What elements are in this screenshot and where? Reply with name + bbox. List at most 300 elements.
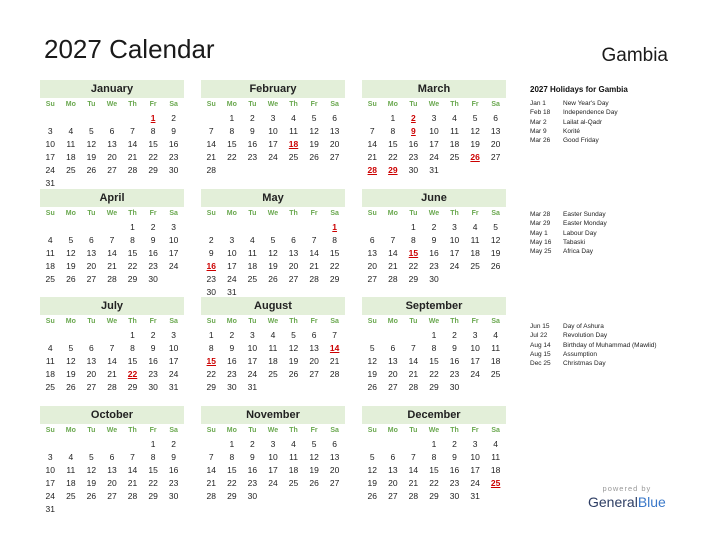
day-cell: 10 [268, 126, 278, 136]
holiday-date: May 1 [530, 229, 548, 237]
weekday-label: Mo [65, 101, 76, 108]
weekday-label: Tu [87, 427, 96, 434]
month-grid [40, 424, 184, 516]
day-cell: 13 [367, 248, 378, 258]
weekday-label: Fr [471, 210, 479, 217]
day-cell: 29 [206, 382, 217, 392]
holiday-date: Feb 18 [530, 109, 551, 117]
month-may [201, 189, 345, 299]
day-cell: 4 [68, 452, 74, 462]
month-september [362, 297, 506, 394]
empty-cell [102, 112, 123, 125]
day-cell: 13 [309, 343, 319, 353]
day-cell: 31 [168, 382, 179, 392]
month-grid [201, 424, 345, 503]
month-header: November [201, 406, 345, 424]
day-cell: 11 [247, 248, 257, 258]
day-cell: 12 [66, 356, 76, 366]
weekday-label: We [428, 101, 440, 108]
day-cell: 1 [130, 222, 135, 232]
day-cell: 27 [107, 165, 117, 175]
day-cell: 17 [168, 356, 179, 366]
day-cell: 2 [452, 439, 457, 449]
day-cell: 26 [66, 382, 76, 392]
day-cell: 11 [268, 343, 278, 353]
holiday-name: New Year's Day [563, 100, 609, 107]
day-cell: 29 [408, 274, 419, 284]
day-cell: 25 [66, 491, 76, 501]
day-cell: 1 [229, 439, 235, 449]
day-cell: 24 [168, 369, 179, 379]
day-cell: 7 [390, 235, 396, 245]
month-header: August [201, 297, 345, 315]
day-cell: 2 [229, 330, 235, 340]
day-cell: 30 [168, 165, 179, 175]
weekday-label: Th [450, 101, 459, 108]
day-cell: 16 [168, 139, 179, 149]
day-cell: 12 [309, 452, 319, 462]
day-cell: 26 [309, 152, 319, 162]
day-cell: 10 [449, 235, 460, 245]
day-cell: 9 [171, 126, 177, 136]
day-cell: 9 [452, 452, 457, 462]
day-cell: 20 [86, 369, 97, 379]
holiday-date: Mar 9 [530, 127, 547, 135]
day-cell: 30 [408, 165, 419, 175]
weekday-label: Fr [471, 318, 479, 325]
holiday-day-cell: 1 [150, 113, 156, 123]
day-cell: 15 [148, 465, 158, 475]
day-cell: 20 [309, 356, 319, 366]
day-cell: 16 [168, 465, 179, 475]
weekday-label: Sa [169, 101, 178, 108]
weekday-label: Fr [310, 101, 318, 108]
month-grid [40, 98, 184, 190]
day-cell: 14 [107, 248, 117, 258]
day-cell: 18 [66, 152, 76, 162]
day-cell: 16 [408, 139, 419, 149]
weekday-label: Tu [409, 427, 418, 434]
weekday-label: Su [45, 427, 55, 434]
day-cell: 17 [268, 139, 278, 149]
day-cell: 14 [388, 248, 398, 258]
day-cell: 2 [250, 113, 255, 123]
day-cell: 23 [227, 369, 237, 379]
day-cell: 19 [309, 465, 319, 475]
day-cell: 15 [227, 139, 237, 149]
day-cell: 11 [45, 248, 55, 258]
day-cell: 5 [68, 235, 74, 245]
day-cell: 7 [130, 452, 135, 462]
day-cell: 22 [227, 152, 237, 162]
day-cell: 4 [47, 343, 53, 353]
month-grid [40, 207, 184, 286]
holiday-date: Dec 25 [530, 360, 551, 368]
day-cell: 8 [229, 126, 235, 136]
weekday-label: Su [45, 318, 55, 325]
holiday-day-cell: 1 [332, 222, 338, 232]
weekday-label: Sa [491, 427, 500, 434]
month-header: June [362, 189, 506, 207]
weekday-label: Th [450, 427, 459, 434]
day-cell: 12 [268, 248, 278, 258]
day-cell: 19 [367, 369, 378, 379]
day-cell: 3 [270, 439, 276, 449]
day-cell: 13 [329, 126, 340, 136]
day-cell: 14 [367, 139, 378, 149]
holiday-name: Easter Monday [563, 220, 607, 228]
weekday-label: Mo [226, 318, 237, 325]
holiday-name: Assumption [563, 350, 597, 358]
day-cell: 6 [89, 343, 94, 353]
empty-cell [102, 221, 123, 234]
day-cell: 28 [408, 491, 419, 501]
day-cell: 5 [89, 126, 94, 136]
month-header: February [201, 80, 345, 98]
empty-cell [201, 112, 222, 125]
day-cell: 12 [367, 356, 378, 366]
day-cell: 19 [309, 139, 319, 149]
day-cell: 8 [390, 126, 396, 136]
day-cell: 19 [86, 152, 97, 162]
day-cell: 2 [150, 330, 156, 340]
weekday-label: Fr [149, 318, 157, 325]
day-cell: 30 [449, 491, 460, 501]
day-cell: 24 [470, 369, 480, 379]
day-cell: 18 [470, 248, 480, 258]
holiday-date: May 25 [530, 248, 552, 256]
day-cell: 21 [206, 152, 217, 162]
holiday-row [530, 322, 657, 331]
weekday-label: Tu [87, 210, 96, 217]
day-cell: 12 [470, 126, 480, 136]
day-cell: 28 [329, 369, 340, 379]
empty-cell [81, 438, 102, 451]
day-cell: 17 [470, 356, 480, 366]
day-cell: 27 [86, 382, 97, 392]
day-cell: 20 [388, 478, 398, 488]
day-cell: 25 [490, 369, 501, 379]
weekday-label: Th [289, 427, 298, 434]
day-cell: 3 [47, 452, 53, 462]
day-cell: 8 [332, 235, 338, 245]
day-cell: 2 [431, 222, 437, 232]
empty-cell [61, 112, 82, 125]
weekday-label: Sa [330, 427, 339, 434]
day-cell: 22 [148, 478, 158, 488]
month-header: January [40, 80, 184, 98]
day-cell: 13 [490, 126, 501, 136]
day-cell: 21 [127, 478, 138, 488]
day-cell: 19 [470, 139, 480, 149]
weekday-label: Su [367, 427, 377, 434]
day-cell: 11 [450, 126, 459, 136]
holiday-name: Tabaski [563, 238, 586, 246]
day-cell: 1 [411, 222, 416, 232]
day-cell: 13 [86, 356, 97, 366]
day-cell: 4 [270, 330, 276, 340]
holiday-day-cell: 14 [329, 343, 340, 353]
holiday-day-cell: 15 [408, 248, 419, 258]
day-cell: 23 [168, 478, 179, 488]
day-cell: 26 [86, 491, 97, 501]
day-cell: 23 [429, 261, 439, 271]
day-cell: 22 [227, 478, 237, 488]
day-cell: 1 [431, 330, 437, 340]
day-cell: 21 [408, 369, 419, 379]
day-cell: 24 [268, 152, 278, 162]
holiday-row [530, 136, 618, 145]
month-header: December [362, 406, 506, 424]
day-cell: 2 [150, 222, 156, 232]
brand-logo [588, 484, 666, 510]
day-cell: 20 [367, 261, 378, 271]
day-cell: 5 [493, 222, 499, 232]
empty-cell [102, 329, 123, 342]
holiday-name: Africa Day [563, 248, 593, 256]
day-cell: 13 [329, 452, 340, 462]
day-cell: 27 [490, 152, 501, 162]
empty-cell [122, 112, 143, 125]
holiday-row [530, 341, 657, 350]
weekday-label: Sa [491, 101, 500, 108]
day-cell: 25 [288, 478, 299, 488]
day-cell: 21 [388, 261, 398, 271]
day-cell: 8 [431, 343, 437, 353]
day-cell: 31 [247, 382, 258, 392]
month-november [201, 406, 345, 503]
holiday-name: Christmas Day [563, 360, 606, 368]
day-cell: 19 [86, 478, 97, 488]
weekday-label: Tu [409, 210, 418, 217]
month-august [201, 297, 345, 394]
day-cell: 23 [206, 274, 217, 284]
day-cell: 8 [208, 343, 214, 353]
empty-cell [383, 329, 404, 342]
weekday-label: Th [128, 210, 137, 217]
day-cell: 6 [291, 235, 296, 245]
day-cell: 18 [490, 465, 501, 475]
day-cell: 22 [206, 369, 217, 379]
month-header: July [40, 297, 184, 315]
weekday-label: Fr [149, 101, 157, 108]
day-cell: 9 [452, 343, 457, 353]
weekday-label: Su [367, 101, 377, 108]
weekday-label: Th [289, 101, 298, 108]
month-grid [362, 315, 506, 394]
holiday-name: Good Friday [563, 137, 599, 145]
weekday-label: Th [450, 318, 459, 325]
day-cell: 30 [429, 274, 439, 284]
day-cell: 31 [45, 178, 56, 188]
month-october [40, 406, 184, 516]
month-grid [362, 424, 506, 503]
day-cell: 28 [206, 165, 217, 175]
holiday-row [530, 350, 657, 359]
day-cell: 6 [109, 126, 115, 136]
day-cell: 5 [472, 113, 478, 123]
day-cell: 17 [429, 139, 439, 149]
day-cell: 15 [429, 356, 439, 366]
country-label: Gambia [601, 45, 668, 66]
brand-name [588, 494, 666, 510]
weekday-label: Su [367, 318, 377, 325]
month-grid [362, 207, 506, 286]
day-cell: 3 [47, 126, 53, 136]
day-cell: 2 [171, 113, 177, 123]
empty-cell [283, 221, 304, 234]
empty-cell [40, 221, 61, 234]
day-cell: 5 [311, 113, 317, 123]
weekday-label: We [267, 101, 279, 108]
weekday-label: Su [206, 318, 216, 325]
day-cell: 16 [449, 356, 460, 366]
day-cell: 24 [45, 491, 56, 501]
day-cell: 14 [127, 465, 138, 475]
day-cell: 25 [470, 261, 480, 271]
month-march [362, 80, 506, 177]
weekday-label: Fr [471, 427, 479, 434]
day-cell: 21 [107, 369, 117, 379]
day-cell: 12 [86, 139, 97, 149]
day-cell: 4 [472, 222, 478, 232]
weekday-label: Tu [248, 318, 257, 325]
holiday-row [530, 238, 607, 247]
weekday-label: Th [450, 210, 459, 217]
empty-cell [81, 112, 102, 125]
day-cell: 13 [388, 465, 398, 475]
empty-cell [362, 112, 383, 125]
day-cell: 28 [127, 165, 138, 175]
day-cell: 23 [247, 478, 258, 488]
day-cell: 18 [288, 465, 299, 475]
day-cell: 17 [470, 465, 480, 475]
day-cell: 7 [332, 330, 338, 340]
day-cell: 28 [388, 274, 398, 284]
holiday-row [530, 331, 657, 340]
holiday-day-cell: 18 [288, 139, 299, 149]
day-cell: 17 [449, 248, 460, 258]
holiday-date: Mar 2 [530, 118, 547, 126]
holiday-date: Mar 26 [530, 137, 551, 145]
day-cell: 15 [127, 356, 138, 366]
day-cell: 24 [429, 152, 439, 162]
day-cell: 17 [268, 465, 278, 475]
day-cell: 22 [329, 261, 340, 271]
day-cell: 19 [288, 356, 299, 366]
day-cell: 21 [329, 356, 340, 366]
weekday-label: We [267, 210, 279, 217]
day-cell: 10 [247, 343, 258, 353]
day-cell: 24 [449, 261, 460, 271]
day-cell: 8 [130, 235, 135, 245]
holiday-date: Aug 14 [530, 341, 551, 349]
weekday-label: We [106, 101, 118, 108]
day-cell: 25 [449, 152, 460, 162]
day-cell: 20 [329, 465, 340, 475]
day-cell: 20 [288, 261, 299, 271]
day-cell: 29 [227, 491, 237, 501]
holidays-title: 2027 Holidays for Gambia [530, 85, 628, 94]
day-cell: 5 [291, 330, 296, 340]
day-cell: 6 [332, 439, 338, 449]
day-cell: 19 [66, 369, 76, 379]
day-cell: 12 [66, 248, 76, 258]
day-cell: 16 [247, 139, 258, 149]
day-cell: 13 [288, 248, 299, 258]
day-cell: 6 [390, 343, 396, 353]
day-cell: 30 [206, 287, 217, 297]
day-cell: 30 [148, 274, 158, 284]
month-january [40, 80, 184, 190]
weekday-label: Mo [387, 210, 398, 217]
empty-cell [362, 438, 383, 451]
day-cell: 27 [388, 491, 398, 501]
day-cell: 28 [309, 274, 319, 284]
day-cell: 19 [268, 261, 278, 271]
day-cell: 14 [107, 356, 117, 366]
weekday-label: Tu [248, 101, 257, 108]
day-cell: 5 [270, 235, 276, 245]
weekday-label: Tu [87, 318, 96, 325]
day-cell: 17 [168, 248, 179, 258]
day-cell: 16 [429, 248, 439, 258]
day-cell: 19 [490, 248, 501, 258]
empty-cell [304, 221, 325, 234]
day-cell: 12 [490, 235, 501, 245]
day-cell: 7 [109, 343, 115, 353]
weekday-label: Th [128, 101, 137, 108]
weekday-label: We [428, 318, 440, 325]
day-cell: 12 [86, 465, 97, 475]
month-february [201, 80, 345, 177]
holiday-name: Day of Ashura [563, 323, 604, 330]
day-cell: 26 [86, 165, 97, 175]
day-cell: 23 [148, 369, 158, 379]
day-cell: 8 [229, 452, 235, 462]
weekday-label: Mo [226, 101, 237, 108]
month-june [362, 189, 506, 286]
day-cell: 30 [148, 382, 158, 392]
holiday-day-cell: 25 [490, 478, 501, 488]
day-cell: 29 [148, 491, 158, 501]
day-cell: 13 [388, 356, 398, 366]
day-cell: 20 [388, 369, 398, 379]
empty-cell [263, 221, 284, 234]
weekday-label: Fr [310, 427, 318, 434]
empty-cell [201, 221, 222, 234]
day-cell: 30 [247, 491, 258, 501]
day-cell: 14 [408, 356, 419, 366]
month-july [40, 297, 184, 394]
weekday-label: Fr [310, 210, 318, 217]
weekday-label: Tu [409, 318, 418, 325]
month-header: April [40, 189, 184, 207]
day-cell: 25 [268, 369, 278, 379]
day-cell: 1 [229, 113, 235, 123]
month-april [40, 189, 184, 286]
holiday-name: Revolution Day [563, 332, 608, 340]
weekday-label: Mo [387, 318, 398, 325]
day-cell: 24 [168, 261, 179, 271]
day-cell: 23 [168, 152, 179, 162]
holiday-date: Jul 22 [530, 332, 548, 340]
day-cell: 23 [247, 152, 258, 162]
weekday-label: Su [206, 427, 216, 434]
day-cell: 14 [206, 465, 217, 475]
day-cell: 13 [107, 465, 117, 475]
empty-cell [362, 221, 383, 234]
